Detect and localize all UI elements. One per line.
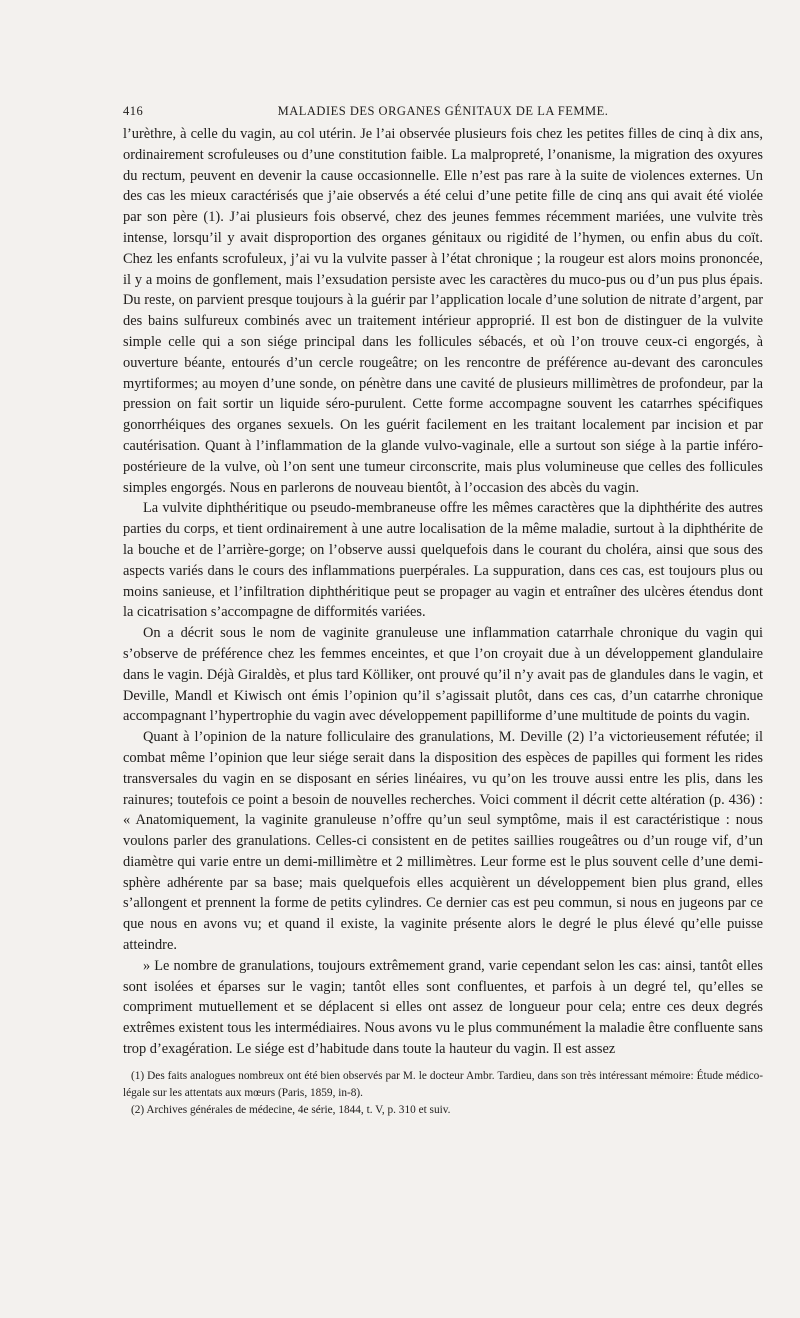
running-head: MALADIES DES ORGANES GÉNITAUX DE LA FEMME. xyxy=(277,104,609,118)
footnotes xyxy=(123,1068,763,1119)
paragraph: La vulvite diphthéritique ou pseudo-membraneuse offre les mêmes caractères que la diphthérite des autres parties du corps, et tient ordinairement à une autre localisation de la même maladie, surtout à la diphthérite de la bouche et de l’arrière-gorge; on l’observe aussi quelquefois dans le courant du choléra, ainsi que sous des aspects variés dans le cours des inflammations puerpérales. La suppuration, dans ces cas, est toujours plus ou moins sanieuse, et l’infiltration diphthéritique peut se propager au vagin et entraîner des ulcères étendus dont la cicatrisation s’accompagne de difformités variées. xyxy=(123,500,763,621)
footnote: (1) Des faits analogues nombreux ont été bien observés par M. le docteur Ambr. Tardieu, dans son très intéressant mémoire: Étude médico-légale sur les attentats aux mœurs (Paris, 1859, in-8). xyxy=(123,1070,763,1099)
body-text xyxy=(123,124,763,1060)
paragraph: Quant à l’opinion de la nature folliculaire des granulations, M. Deville (2) l’a victorieusement réfutée; il combat même l’opinion que leur siége serait dans la disposition des espèces de papilles qui forment les rides transversales du vagin en se disposant en séries linéaires, vu qu’on les trouve aussi entre les plis, dans les rainures; toutefois ce point a besoin de nouvelles recherches. Voici comment il décrit cette altération (p. 436) : « Anatomiquement, la vaginite granuleuse n’offre qu’un seul symptôme, mais il est caractéristique : nous voulons parler des granulations. Celles-ci consistent en de petites saillies rougeâtres ou d’un rouge vif, d’un diamètre qui varie entre un demi-millimètre et 2 millimètres. Leur forme est le plus souvent celle d’une demi-sphère adhérente par sa base; mais quelquefois elles acquièrent un développement bien plus grand, elles s’allongent et prennent la forme de petits cylindres. Ce dernier cas est peu commun, si nous en jugeons par ce que nous en avons vu; et quand il existe, la vaginite présente alors le degré le plus élevé qu’elle puisse atteindre. xyxy=(123,729,763,954)
page-number: 416 xyxy=(123,104,144,118)
paragraph: l’urèthre, à celle du vagin, au col utérin. Je l’ai observée plusieurs fois chez les petites filles de cinq à dix ans, ordinairement scrofuleuses ou d’une constitution faible. La malpropreté, l’onanisme, la migration des oxyures du rectum, peuvent en devenir la cause occasionnelle. Elle n’est pas rare à la suite de violences externes. Un des cas les mieux caractérisés que j’aie observés a été celui d’une petite fille de cinq ans qui avait été violée par son père (1). J’ai plusieurs fois observé, chez des jeunes femmes récemment mariées, une vulvite très intense, lorsqu’il y avait disproportion des organes génitaux ou rigidité de l’hymen, ou enfin abus du coït. Chez les enfants scrofuleux, j’ai vu la vulvite passer à l’état chronique ; la rougeur est alors moins prononcée, il y a moins de gonflement, mais l’exsudation persiste avec les caractères du muco-pus ou d’un pus plus épais. Du reste, on parvient presque toujours à la guérir par l’application locale d’une solution de nitrate d’argent, par des bains sulfureux combinés avec un traitement intérieur approprié. Il est bon de distinguer de la vulvite simple celle qui a son siége principal dans les follicules sébacés, et où l’on trouve ceux-ci engorgés, à ouverture béante, entourés d’un cercle rougeâtre; on les rencontre de préférence au-devant des caroncules myrtiformes; au moyen d’une sonde, on pénètre dans une cavité de plusieurs millimètres de profondeur, par la pression on fait sortir un liquide séro-purulent. Cette forme accompagne souvent les catarrhes spécifiques gonorrhéiques des organes sexuels. On les guérit facilement en les traitant localement par incision et par cautérisation. Quant à l’inflammation de la glande vulvo-vaginale, elle a surtout son siége à la partie inféro-postérieure de la vulve, où l’on sent une tumeur circonscrite, mais plus volumineuse que celles des follicules simples engorgés. Nous en parlerons de nouveau bientôt, à l’occasion des abcès du vagin. xyxy=(123,126,763,496)
footnote: (2) Archives générales de médecine, 4e série, 1844, t. V, p. 310 et suiv. xyxy=(131,1104,451,1116)
paragraph: » Le nombre de granulations, toujours extrêmement grand, varie cependant selon les cas: ainsi, tantôt elles sont isolées et éparses sur le vagin; tantôt elles sont confluentes, et parfois à un degré tel, qu’elles se compriment mutuellement et se déplacent si elles ont assez de longueur pour cela; entre ces deux degrés extrêmes existent tous les intermédiaires. Nous avons vu le plus communément la maladie être confluente sans trop d’exagération. Le siége est d’habitude dans toute la hauteur du vagin. Il est assez xyxy=(123,957,763,1058)
paragraph: On a décrit sous le nom de vaginite granuleuse une inflammation catarrhale chronique du vagin qui s’observe de préférence chez les femmes enceintes, et que l’on croyait due à un développement glandulaire dans le vagin. Déjà Giraldès, et plus tard Kölliker, ont prouvé qu’il n’y avait pas de glandules dans le vagin, et Deville, Mandl et Kiwisch ont émis l’opinion qu’il s’agissait plutôt, dans ces cas, d’un catarrhe chronique accompagnant l’hypertrophie du vagin avec développement papilliforme d’une multitude de points du vagin. xyxy=(123,625,763,725)
